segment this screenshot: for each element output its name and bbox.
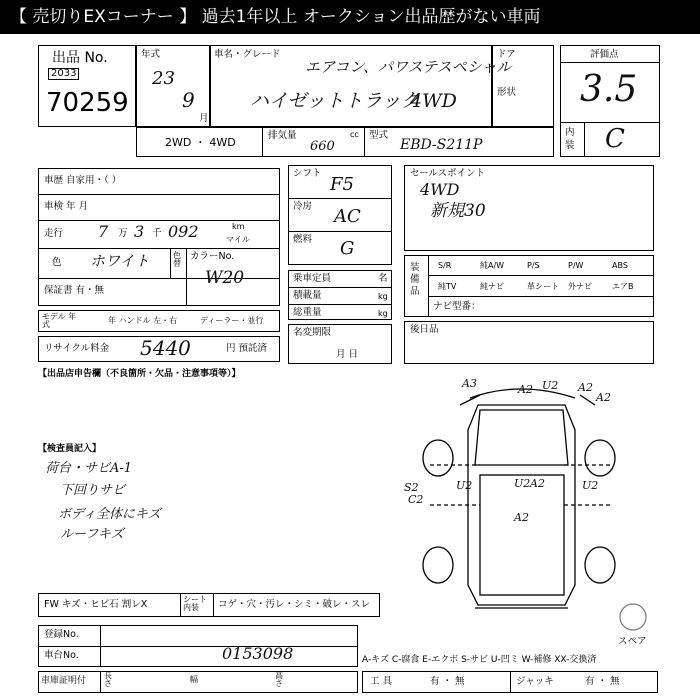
fuel-value: G	[340, 238, 355, 259]
equipment-item: P/S	[527, 261, 540, 270]
registration-label: 登録No.	[44, 629, 79, 640]
cooler-value: AC	[334, 206, 361, 227]
damage-mark: A2	[578, 381, 593, 394]
year-month: 9	[182, 88, 195, 112]
car-grade: エアコン、パワステスペシャル	[305, 58, 512, 76]
damage-mark: U2	[542, 379, 559, 392]
damage-mark: U2	[582, 479, 599, 492]
handle: 年 ハンドル 左・右	[108, 316, 178, 325]
recycle-value: 5440	[140, 336, 191, 360]
damage-legend: A-キズ C-腐食 E-エクボ S-サビ U-凹ミ W-補修 XX-交換済	[362, 655, 597, 665]
color-code-label: カラーNo.	[190, 251, 235, 262]
cc-unit: cc	[350, 130, 359, 139]
sales-point-line1: 4WD	[420, 180, 460, 199]
load-unit: kg	[378, 292, 388, 301]
mileage-label: 走行	[44, 228, 64, 239]
sen-unit: 千	[152, 228, 162, 239]
spare-icon	[618, 602, 648, 632]
capacity-unit: 名	[378, 273, 388, 284]
height-label: 高さ	[275, 671, 283, 688]
drive-options: 2WD ・ 4WD	[165, 136, 236, 149]
sales-point-label: セールスポイント	[410, 168, 486, 179]
equipment-item: ABS	[612, 261, 628, 270]
reg-unit: 月 日	[336, 349, 359, 360]
navi-label: ナビ型番：	[433, 301, 481, 312]
color-code: W20	[205, 268, 245, 288]
interior-value: C	[605, 124, 625, 154]
load-label: 積載量	[293, 290, 322, 301]
spare-label: スペア	[618, 636, 647, 647]
reg-label: 名変期限	[293, 327, 332, 338]
mile-unit: マイル	[226, 235, 250, 244]
tools-label: 工 具	[370, 676, 393, 687]
inspector-line-3: ボディ全体にキズ	[58, 507, 161, 522]
damage-mark: A2	[514, 511, 529, 524]
model-label: 型式	[369, 130, 389, 141]
equipment-item: エアB	[612, 282, 634, 291]
equipment-item: 純A/W	[480, 261, 505, 270]
score-label: 評価点	[590, 49, 619, 60]
rear-label: 後日品	[410, 324, 439, 335]
car-history: 車歴 自家用・（ ）	[44, 175, 122, 186]
inspector-line-4: ルーフキズ	[60, 527, 124, 542]
sheet-label: シート内装	[183, 595, 207, 612]
capacity-label: 乗車定員	[293, 273, 332, 284]
dealer: ディーラー・並行	[200, 316, 264, 325]
mileage-sen: 3	[134, 222, 145, 241]
shape-label: 形状	[497, 87, 517, 98]
mileage-rest: 092	[168, 222, 199, 241]
rear-box	[404, 321, 654, 364]
color-value: ホワイト	[90, 252, 150, 270]
damage-mark: U2	[456, 479, 473, 492]
lot-number: 70259	[46, 88, 129, 118]
jack-label: ジャッキ	[516, 676, 554, 687]
chassis-label: 車台No.	[44, 650, 79, 661]
door-label: ドア	[497, 49, 516, 60]
color-change: 色替	[173, 251, 181, 268]
model-change: モデル 年式	[42, 312, 77, 329]
cooler-label: 冷房	[293, 201, 313, 212]
warranty: 保証書 有・無	[44, 285, 105, 296]
inspection: 車検 年 月	[44, 201, 89, 212]
fw-text: FW キズ・ヒビ石 割レX	[44, 599, 148, 610]
damage-mark: A3	[462, 377, 477, 390]
km-unit: km	[232, 222, 245, 231]
equipment-item: 外ナビ	[568, 282, 592, 291]
gross-label: 総重量	[293, 307, 322, 318]
recycle-label: リサイクル料金	[44, 343, 110, 354]
equipment-item: 革シート	[527, 282, 559, 291]
shift-label: シフト	[293, 168, 322, 179]
man-unit: 万	[118, 228, 128, 239]
equipment-item: P/W	[568, 261, 584, 270]
car-name: ハイゼットトラック	[250, 90, 420, 112]
length-label: 長さ	[104, 671, 112, 688]
car-drive: 4WD	[410, 90, 457, 112]
model-value: EBD-S211P	[400, 137, 483, 153]
year-month-suffix: 月	[199, 113, 209, 124]
chassis-value: 0153098	[222, 644, 294, 663]
damage-mark: A2	[596, 391, 611, 404]
equipment-item: 純ナビ	[480, 282, 504, 291]
notes-label: 【出品店申告欄（不良箇所・欠品・注意事項等）】	[38, 369, 241, 379]
damage-mark: U2	[514, 477, 531, 490]
damage-mark: A2	[518, 383, 533, 396]
color-label: 色	[52, 257, 62, 268]
cert-label: 車庫証明付	[41, 676, 87, 686]
vehicle-diagram	[400, 370, 640, 620]
tools-value: 有 ・ 無	[430, 676, 465, 687]
inspector-label: 【検査員記入】	[38, 444, 102, 454]
car-label: 車名・グレード	[214, 49, 281, 60]
jack-value: 有 ・ 無	[585, 676, 620, 687]
page-banner: 【 売切りEXコーナー 】 過去1年以上 オークション出品歴がない車両	[0, 0, 700, 34]
fuel-label: 燃料	[293, 234, 313, 245]
damage-mark: C2	[408, 493, 424, 506]
equipment-item: S/R	[438, 261, 452, 270]
score-value: 3.5	[580, 69, 638, 110]
shift-value: F5	[330, 174, 354, 195]
sales-point-line2: 新規30	[430, 201, 486, 221]
lot-sub: 2033	[48, 68, 79, 80]
gross-unit: kg	[378, 309, 388, 318]
lot-label: 出品 No.	[52, 50, 108, 66]
interior-label: 内装	[565, 127, 575, 152]
year-era: 23	[152, 68, 175, 89]
recycle-unit: 円 預託済	[226, 343, 268, 354]
inspector-line-2: 下回りサビ	[60, 483, 126, 498]
inspector-line-1: 荷台・サビA-1	[45, 461, 133, 476]
width-label: 幅	[190, 675, 198, 684]
equipment-item: 純TV	[438, 282, 457, 291]
displacement-value: 660	[310, 139, 335, 154]
damage-mark: S2	[404, 481, 419, 494]
equipment-label: 装備品	[410, 262, 420, 297]
damage-mark: A2	[530, 477, 545, 490]
displacement-label: 排気量	[268, 130, 297, 141]
mileage-man: 7	[98, 222, 109, 241]
sheet-text: コゲ・穴・汚レ・シミ・破レ・スレ	[218, 599, 371, 610]
year-label: 年式	[141, 49, 161, 60]
